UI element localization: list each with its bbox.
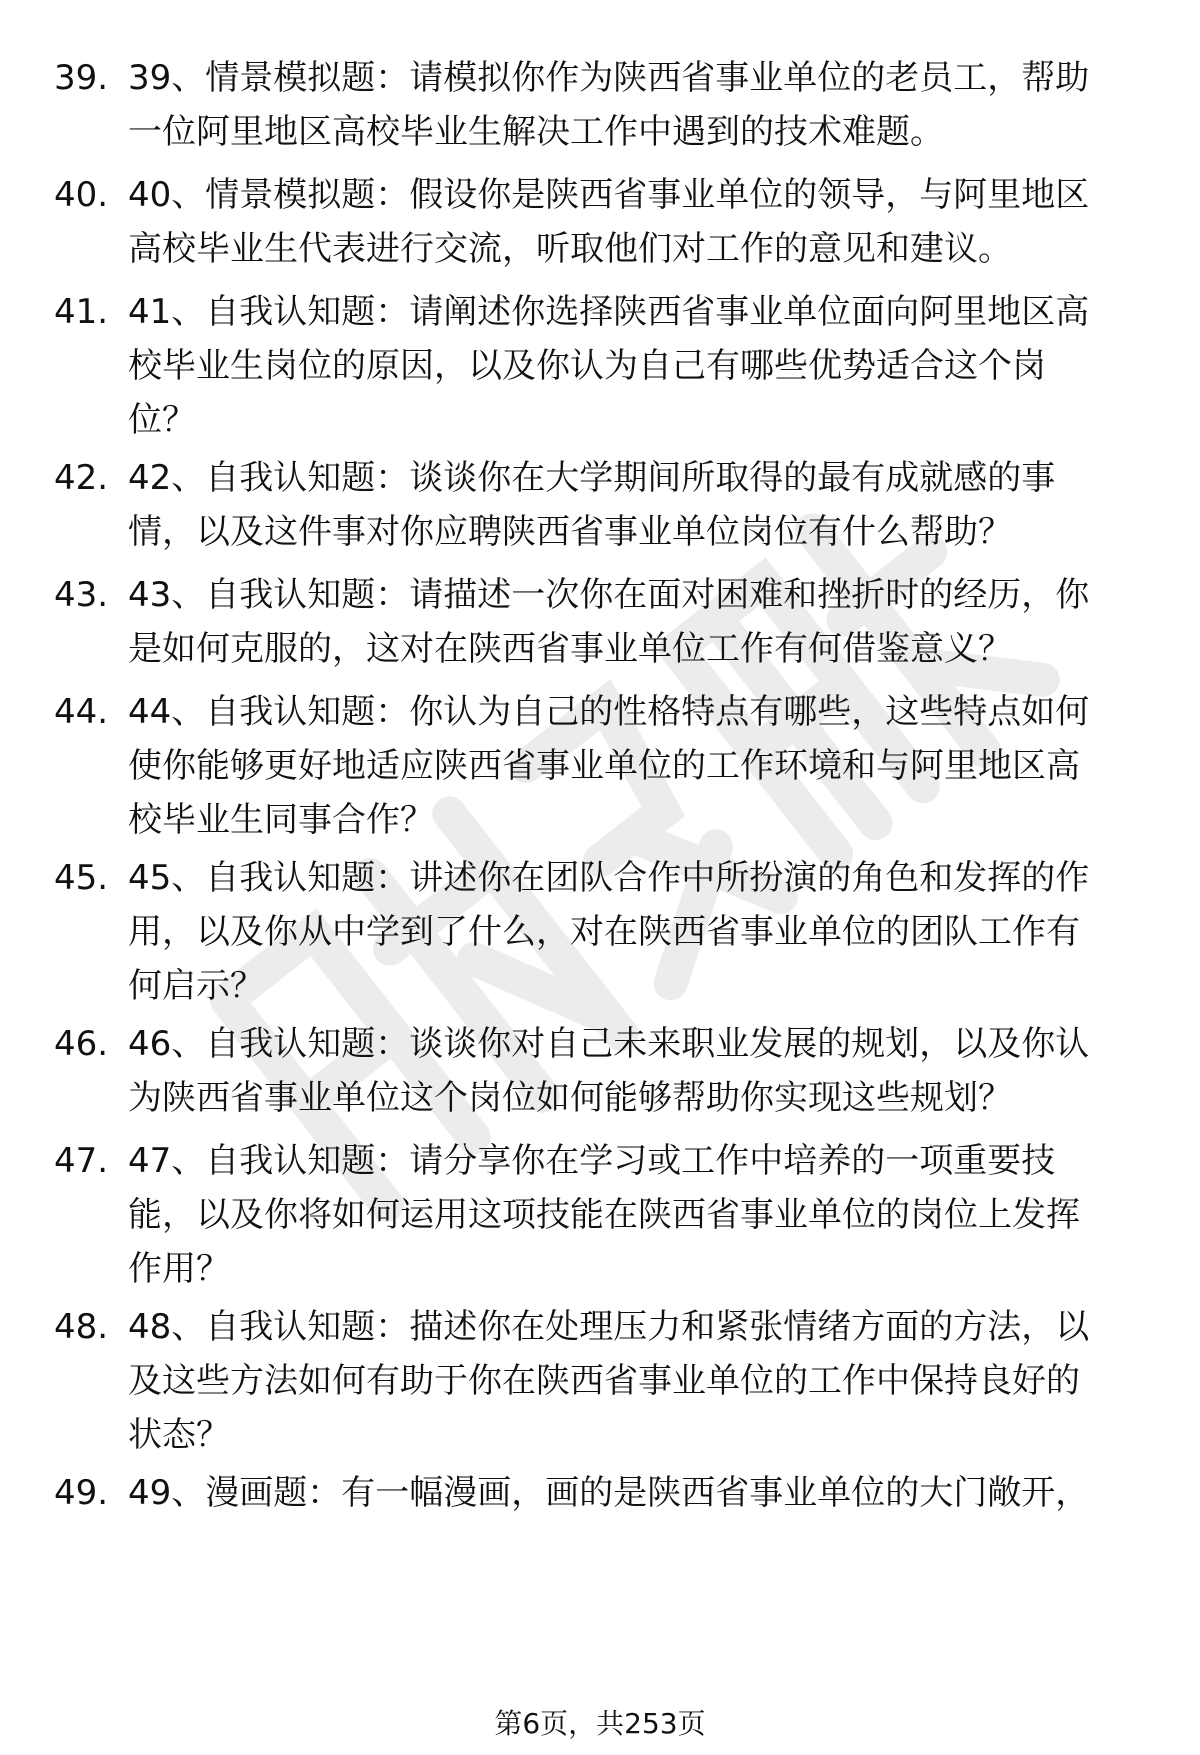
item-text: 42、自我认知题：谈谈你在大学期间所取得的最有成就感的事 情，以及这件事对你应聘陕西省事业单位岗位有什么帮助？: [128, 458, 1056, 552]
item-text: 49、漫画题：有一幅漫画，画的是陕西省事业单位的大门敞开，: [128, 1473, 1090, 1513]
item-number: 49.: [54, 1473, 109, 1513]
item-number: 44.: [54, 692, 109, 732]
item-text: 45、自我认知题：讲述你在团队合作中所扮演的角色和发挥的作 用，以及你从中学到了什么，对在陕西省事业单位的团队工作有 何启示？: [128, 858, 1090, 1006]
item-text: 48、自我认知题：描述你在处理压力和紧张情绪方面的方法，以 及这些方法如何有助于你在陕西省事业单位的工作中保持良好的 状态？: [128, 1307, 1090, 1455]
item-text: 47、自我认知题：请分享你在学习或工作中培养的一项重要技 能，以及你将如何运用这项技能在陕西省事业单位的岗位上发挥 作用？: [128, 1141, 1080, 1289]
item-number: 40.: [54, 175, 109, 215]
item-number: 41.: [54, 292, 109, 332]
item-number: 43.: [54, 575, 109, 615]
item-number: 39.: [54, 58, 109, 98]
item-text: 41、自我认知题：请阐述你选择陕西省事业单位面向阿里地区高 校毕业生岗位的原因，以及你认为自己有哪些优势适合这个岗 位？: [128, 292, 1090, 440]
item-text: 44、自我认知题：你认为自己的性格特点有哪些，这些特点如何 使你能够更好地适应陕西省事业单位的工作环境和与阿里地区高 校毕业生同事合作？: [128, 692, 1090, 840]
item-number: 47.: [54, 1141, 109, 1181]
item-text: 40、情景模拟题：假设你是陕西省事业单位的领导，与阿里地区 高校毕业生代表进行交流，听取他们对工作的意见和建议。: [128, 175, 1090, 269]
item-number: 48.: [54, 1307, 109, 1347]
item-text: 39、情景模拟题：请模拟你作为陕西省事业单位的老员工，帮助 一位阿里地区高校毕业生解决工作中遇到的技术难题。: [128, 58, 1090, 152]
item-text: 46、自我认知题：谈谈你对自己未来职业发展的规划，以及你认 为陕西省事业单位这个岗位如何能够帮助你实现这些规划？: [128, 1024, 1090, 1118]
item-number: 42.: [54, 458, 109, 498]
item-number: 46.: [54, 1024, 109, 1064]
item-text: 43、自我认知题：请描述一次你在面对困难和挫折时的经历，你 是如何克服的，这对在陕西省事业单位工作有何借鉴意义？: [128, 575, 1090, 669]
item-number: 45.: [54, 858, 109, 898]
page-footer: 第6页，共253页: [494, 1707, 706, 1740]
